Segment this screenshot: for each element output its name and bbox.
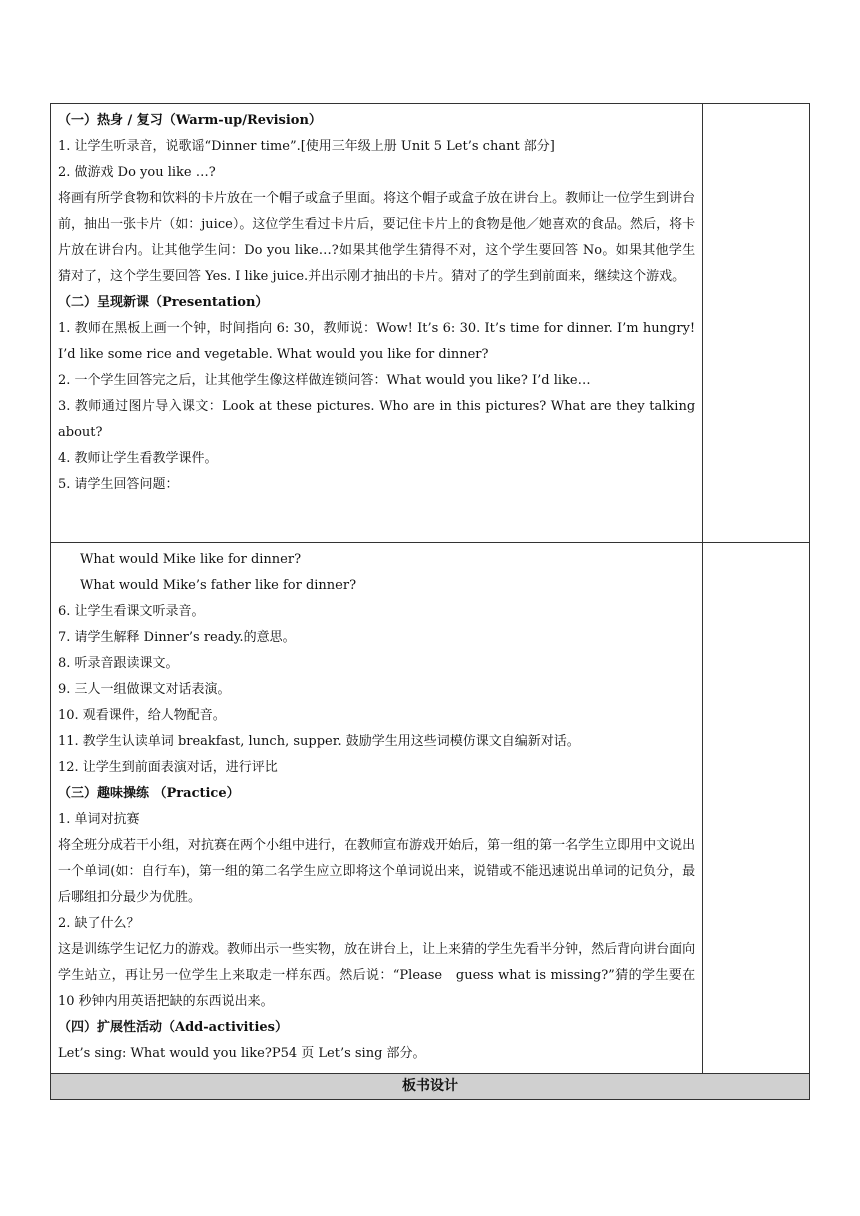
paragraph: 10. 观看课件，给人物配音。	[58, 708, 226, 723]
lesson-plan-table	[50, 103, 810, 1100]
table-row	[51, 104, 810, 543]
lesson-content-cell	[51, 104, 703, 543]
paragraph: 7. 请学生解释 Dinner’s ready.的意思。	[58, 630, 296, 645]
section-heading-add-activities: （四）扩展性活动（Add-activities）	[58, 1020, 288, 1035]
section-heading-warmup: （一）热身 / 复习（Warm-up/Revision）	[58, 113, 322, 128]
paragraph: 11. 教学生认读单词 breakfast, lunch, supper. 鼓励学生用这些词模仿课文自编新对话。	[58, 734, 580, 749]
paragraph: 5. 请学生回答问题：	[58, 477, 179, 492]
paragraph: 2. 做游戏 Do you like …?	[58, 165, 216, 180]
paragraph: 6. 让学生看课文听录音。	[58, 604, 205, 619]
notes-cell	[703, 104, 810, 543]
table-row	[51, 543, 810, 1074]
lesson-content-cell	[51, 543, 703, 1074]
paragraph: 4. 教师让学生看教学课件。	[58, 451, 218, 466]
paragraph: 12. 让学生到前面表演对话，进行评比	[58, 760, 278, 775]
paragraph: 2. 缺了什么？	[58, 916, 140, 931]
paragraph: 8. 听录音跟读课文。	[58, 656, 179, 671]
notes-cell	[703, 543, 810, 1074]
question-line: What would Mike like for dinner?	[80, 552, 302, 567]
paragraph: 1. 单词对抗赛	[58, 812, 140, 827]
table-row	[51, 1074, 810, 1100]
paragraph: 1. 教师在黑板上画一个钟，时间指向 6: 30，教师说：Wow! It’s 6: 30. It’s time for dinner. I’m hungry! I’d like some rice and vegetable. What would you like for dinner?	[58, 321, 696, 362]
paragraph: 9. 三人一组做课文对话表演。	[58, 682, 231, 697]
section-heading-presentation: （二）呈现新课（Presentation）	[58, 295, 269, 310]
paragraph: 2. 一个学生回答完之后，让其他学生像这样做连锁问答：What would you like? I’d like…	[58, 373, 591, 388]
question-line: What would Mike’s father like for dinner?	[80, 578, 357, 593]
paragraph: 将全班分成若干小组，对抗赛在两个小组中进行，在教师宣布游戏开始后，第一组的第一名学生立即用中文说出一个单词(如：自行车)，第一组的第二名学生应立即将这个单词说出来，说错或不能迅速说出单词的记负分，最后哪组扣分最少为优胜。	[58, 838, 696, 905]
section-heading-practice: （三）趣味操练 （Practice）	[58, 786, 240, 801]
paragraph: 这是训练学生记忆力的游戏。教师出示一些实物，放在讲台上，让上来猜的学生先看半分钟，然后背向讲台面向学生站立，再让另一位学生上来取走一样东西。然后说：“Please guess what is missing?”猜的学生要在 10 秒钟内用英语把缺的东西说出来。	[58, 942, 696, 1009]
paragraph: Let’s sing: What would you like?P54 页 Let’s sing 部分。	[58, 1046, 426, 1061]
paragraph: 3. 教师通过图片导入课文：Look at these pictures. Who are in this pictures? What are they talking about?	[58, 399, 696, 440]
board-design-header: 板书设计	[51, 1074, 810, 1100]
paragraph: 将画有所学食物和饮料的卡片放在一个帽子或盒子里面。将这个帽子或盒子放在讲台上。教师让一位学生到讲台前，抽出一张卡片（如：juice）。这位学生看过卡片后，要记住卡片上的食物是他／她喜欢的食品。然后，将卡片放在讲台内。让其他学生问：Do you like…?如果其他学生猜得不对，这个学生要回答 No。如果其他学生猜对了，这个学生要回答 Yes. I like juice.并出示刚才抽出的卡片。猜对了的学生到前面来，继续这个游戏。	[58, 191, 696, 284]
paragraph: 1. 让学生听录音，说歌谣“Dinner time”.[使用三年级上册 Unit 5 Let’s chant 部分]	[58, 139, 555, 154]
